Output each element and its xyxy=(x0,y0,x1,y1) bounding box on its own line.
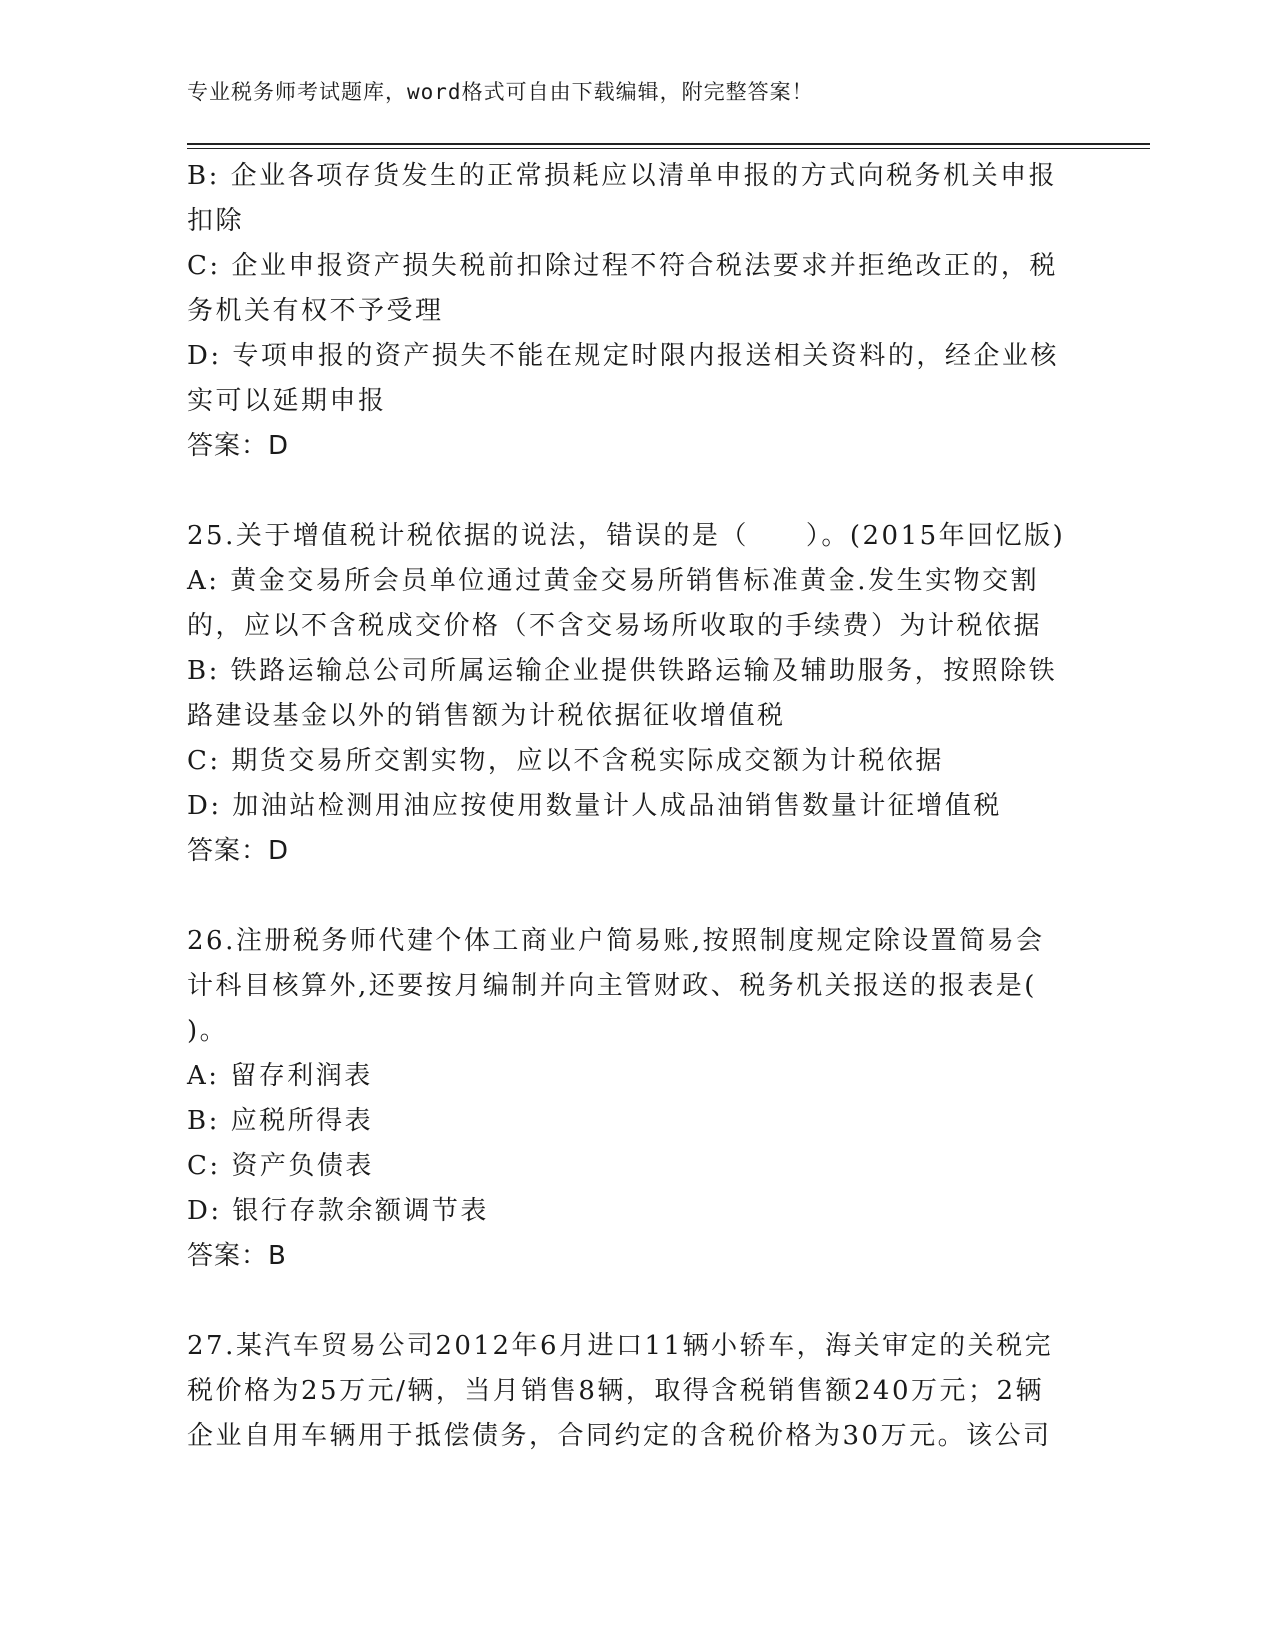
question-line: 25.关于增值税计税依据的说法，错误的是（ ）。(2015年回忆版) xyxy=(187,521,1066,551)
answer-line: 答案：B xyxy=(187,1241,287,1271)
question-line: 税价格为25万元/辆，当月销售8辆，取得含税销售额240万元；2辆 xyxy=(187,1376,1045,1406)
question-line: A: 黄金交易所会员单位通过黄金交易所销售标准黄金.发生实物交割 xyxy=(187,566,1040,596)
spacer xyxy=(187,469,1077,514)
question-line: B: 应税所得表 xyxy=(187,1106,374,1136)
question-line: D: 银行存款余额调节表 xyxy=(187,1196,489,1226)
spacer xyxy=(187,874,1077,919)
spacer xyxy=(187,1279,1077,1324)
answer-line: 答案：D xyxy=(187,431,290,461)
header-rule-thin xyxy=(187,148,1150,149)
question-line: C: 资产负债表 xyxy=(187,1151,374,1181)
question-line: 26.注册税务师代建个体工商业户简易账,按照制度规定除设置简易会 xyxy=(187,926,1045,956)
page-header: 专业税务师考试题库，word格式可自由下载编辑，附完整答案！ xyxy=(187,80,814,104)
question-27 xyxy=(187,1324,1077,1459)
question-line: C: 期货交易所交割实物，应以不含税实际成交额为计税依据 xyxy=(187,746,944,776)
question-26 xyxy=(187,919,1077,1279)
question-line: )。 xyxy=(187,1016,229,1046)
question-line: A: 留存利润表 xyxy=(187,1061,373,1091)
header-rule-thick xyxy=(187,143,1150,145)
question-line: 的，应以不含税成交价格（不含交易场所收取的手续费）为计税依据 xyxy=(187,611,1043,641)
question-line: 路建设基金以外的销售额为计税依据征收增值税 xyxy=(187,701,786,731)
question-line: 27.某汽车贸易公司2012年6月进口11辆小轿车，海关审定的关税完 xyxy=(187,1331,1054,1361)
question-line: C: 企业申报资产损失税前扣除过程不符合税法要求并拒绝改正的，税 xyxy=(187,251,1058,281)
question-line: 实可以延期申报 xyxy=(187,386,387,416)
question-line: D: 加油站检测用油应按使用数量计人成品油销售数量计征增值税 xyxy=(187,791,1002,821)
question-line: D: 专项申报的资产损失不能在规定时限内报送相关资料的，经企业核 xyxy=(187,341,1059,371)
question-line: 务机关有权不予受理 xyxy=(187,296,444,326)
answer-line: 答案：D xyxy=(187,836,290,866)
question-25 xyxy=(187,514,1077,874)
question-24-tail xyxy=(187,154,1077,469)
question-line: 计科目核算外,还要按月编制并向主管财政、税务机关报送的报表是( xyxy=(187,971,1037,1001)
question-line: B: 企业各项存货发生的正常损耗应以清单申报的方式向税务机关申报 xyxy=(187,161,1058,191)
document-body xyxy=(187,154,1077,1459)
question-line: B: 铁路运输总公司所属运输企业提供铁路运输及辅助服务，按照除铁 xyxy=(187,656,1058,686)
question-line: 企业自用车辆用于抵偿债务，合同约定的含税价格为30万元。该公司 xyxy=(187,1421,1052,1451)
question-line: 扣除 xyxy=(187,206,245,236)
